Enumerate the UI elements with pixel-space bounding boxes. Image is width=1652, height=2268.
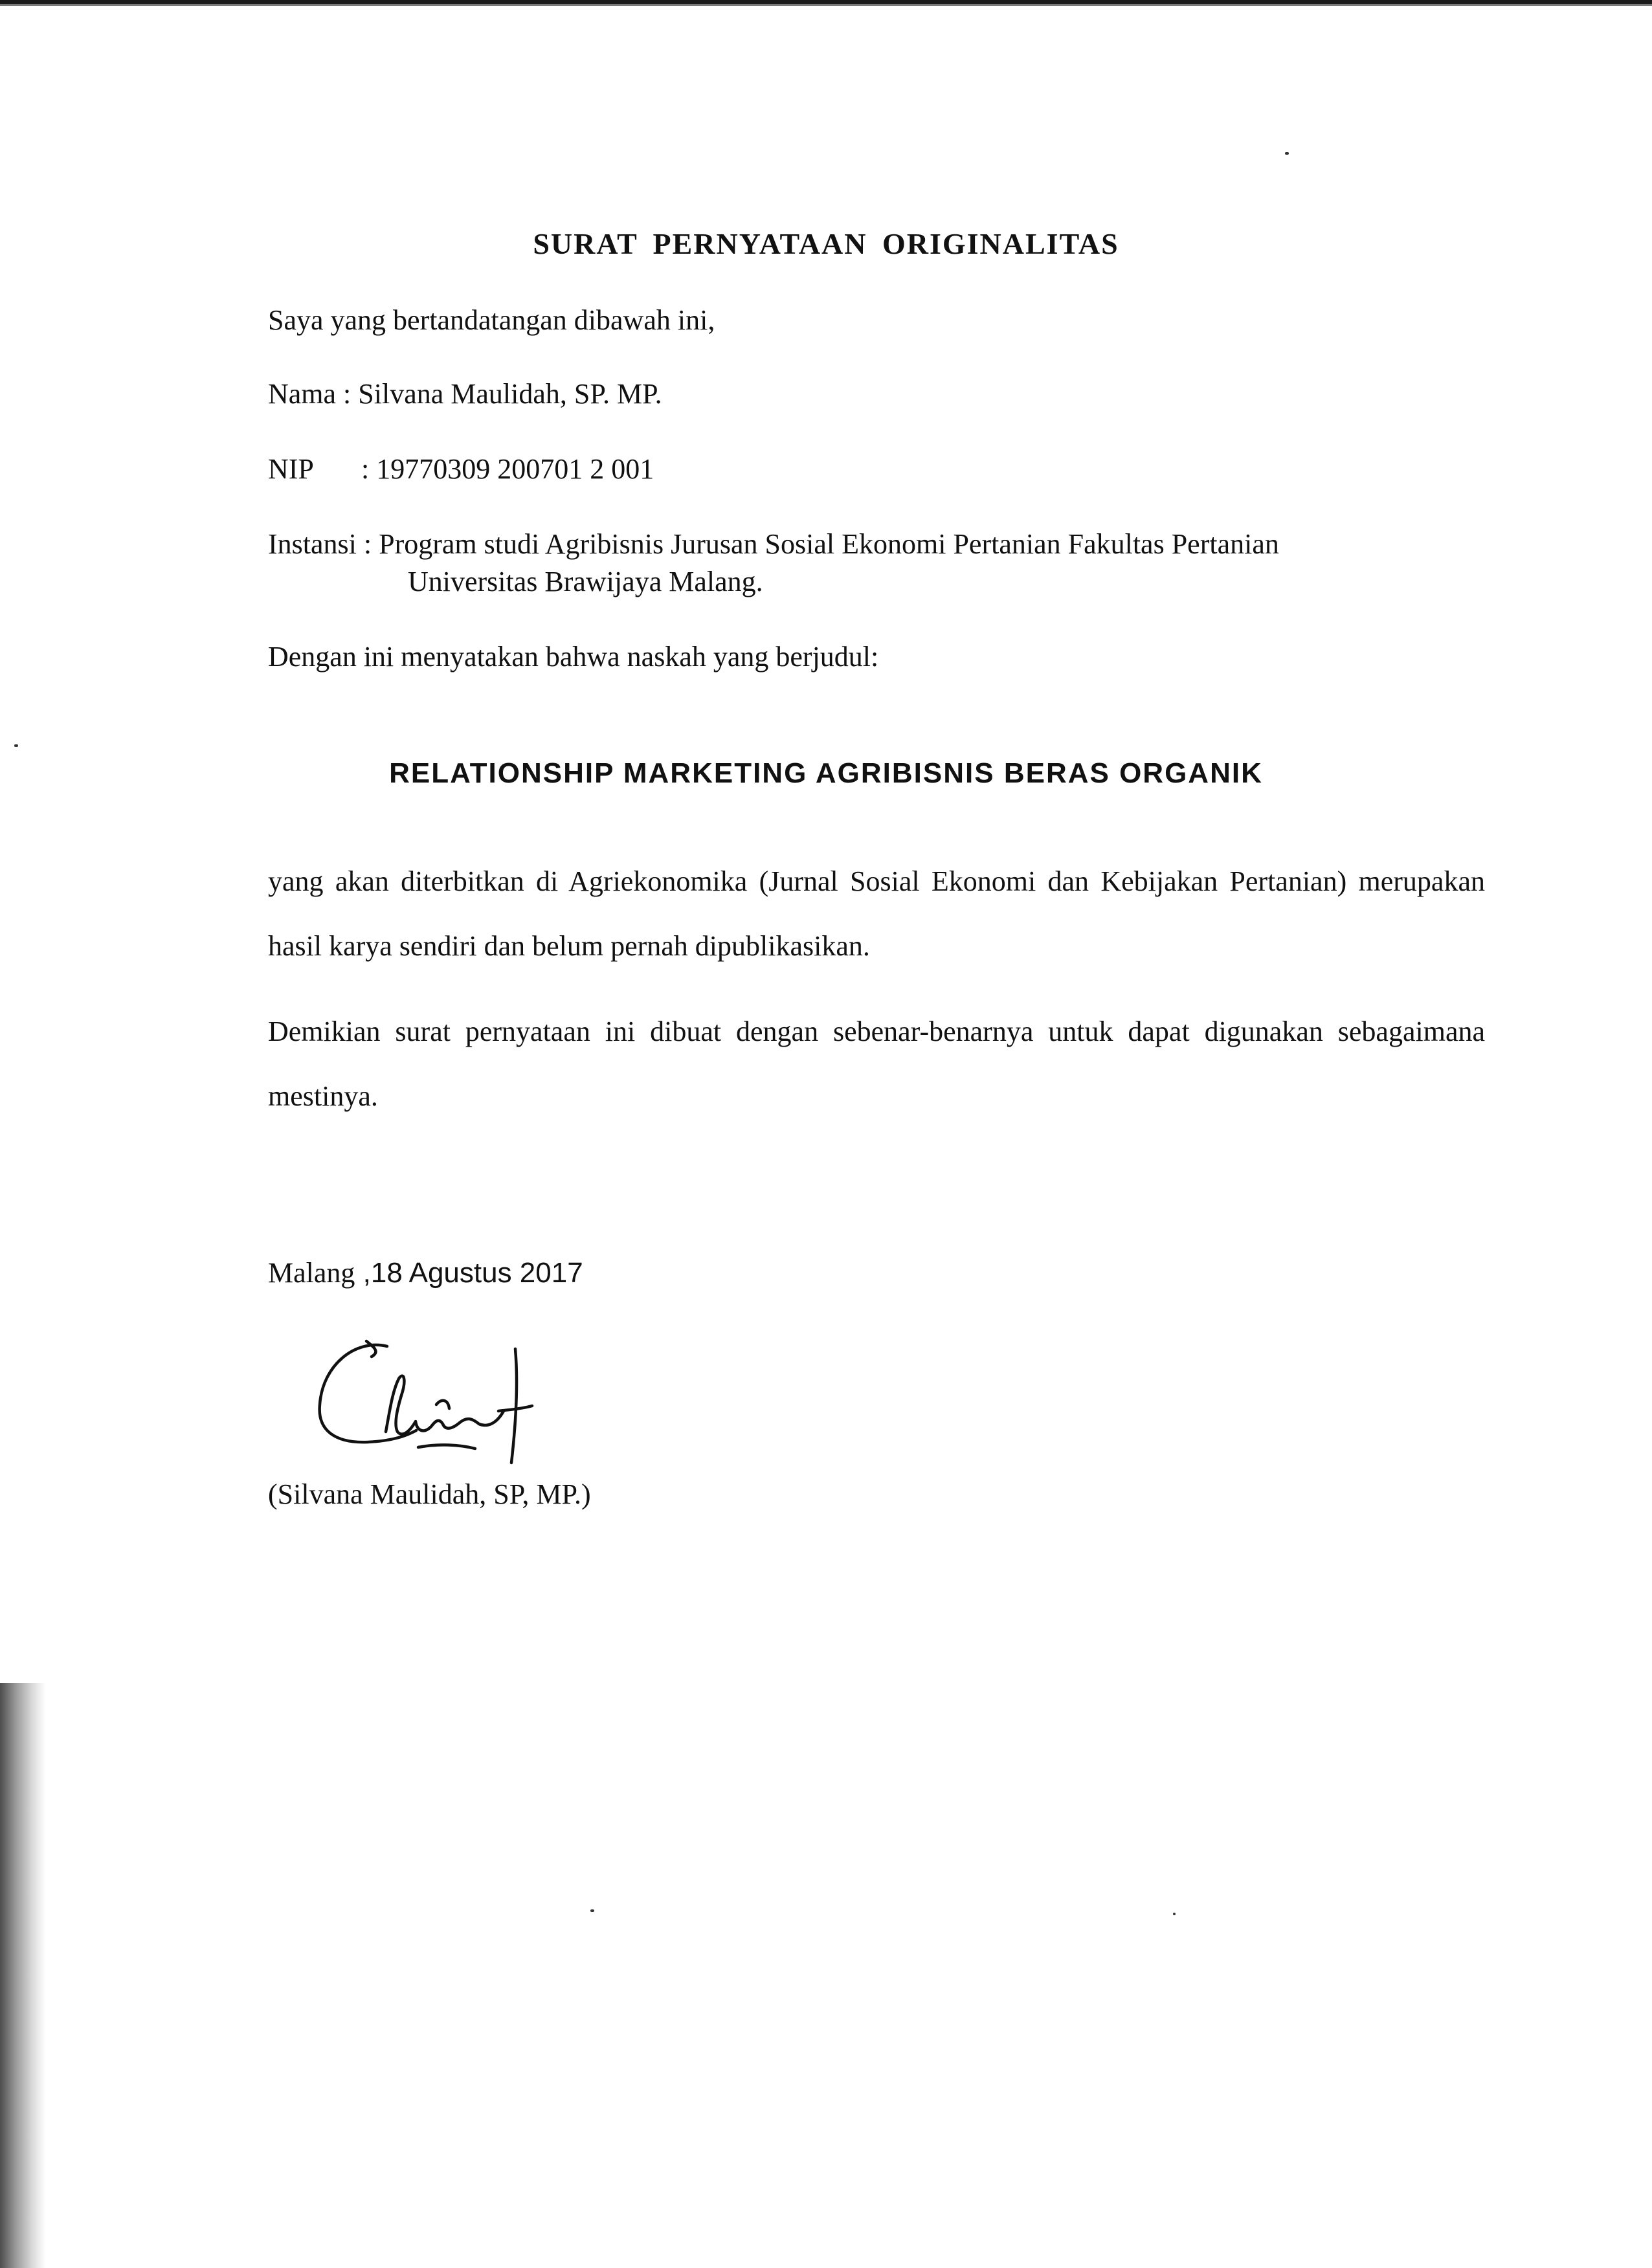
declaration-intro: Dengan ini menyatakan bahwa naskah yang berjudul: — [268, 641, 879, 673]
scan-speck — [1173, 1913, 1176, 1915]
nip-label: NIP — [268, 453, 314, 485]
scan-left-shadow — [0, 1683, 45, 2268]
scan-speck — [14, 744, 18, 747]
scan-speck — [1285, 152, 1289, 155]
place-date-line — [268, 1256, 583, 1291]
publication-paragraph: yang akan diterbitkan di Agriekonomika (Jurnal Sosial Ekonomi dan Kebijakan Pertanian) merupakan hasil karya sendiri dan belum pernah dipublikasikan. — [268, 865, 1485, 962]
instansi-line-1: Instansi : Program studi Agribisnis Jurusan Sosial Ekonomi Pertanian Fakultas Pertanian — [268, 528, 1279, 560]
signature-image — [309, 1333, 568, 1482]
closing-paragraph: Demikian surat pernyataan ini dibuat dengan sebenar-benarnya untuk dapat digunakan sebagaimana mestinya. — [268, 1016, 1485, 1112]
instansi-line-2: Universitas Brawijaya Malang. — [408, 566, 763, 597]
date: ,18 Agustus 2017 — [355, 1257, 583, 1289]
article-title: RELATIONSHIP MARKETING AGRIBISNIS BERAS ORGANIK — [389, 757, 1263, 789]
nip-value: : 19770309 200701 2 001 — [361, 453, 654, 485]
nama-line: Nama : Silvana Maulidah, SP. MP. — [268, 378, 662, 410]
signatory-name: (Silvana Maulidah, SP, MP.) — [268, 1478, 591, 1510]
intro-text: Saya yang bertandatangan dibawah ini, — [268, 304, 715, 336]
scan-top-edge-shadow — [0, 4, 1652, 6]
document-heading: SURAT PERNYATAAN ORIGINALITAS — [533, 227, 1119, 260]
scan-speck — [590, 1909, 594, 1912]
place: Malang — [268, 1257, 355, 1289]
